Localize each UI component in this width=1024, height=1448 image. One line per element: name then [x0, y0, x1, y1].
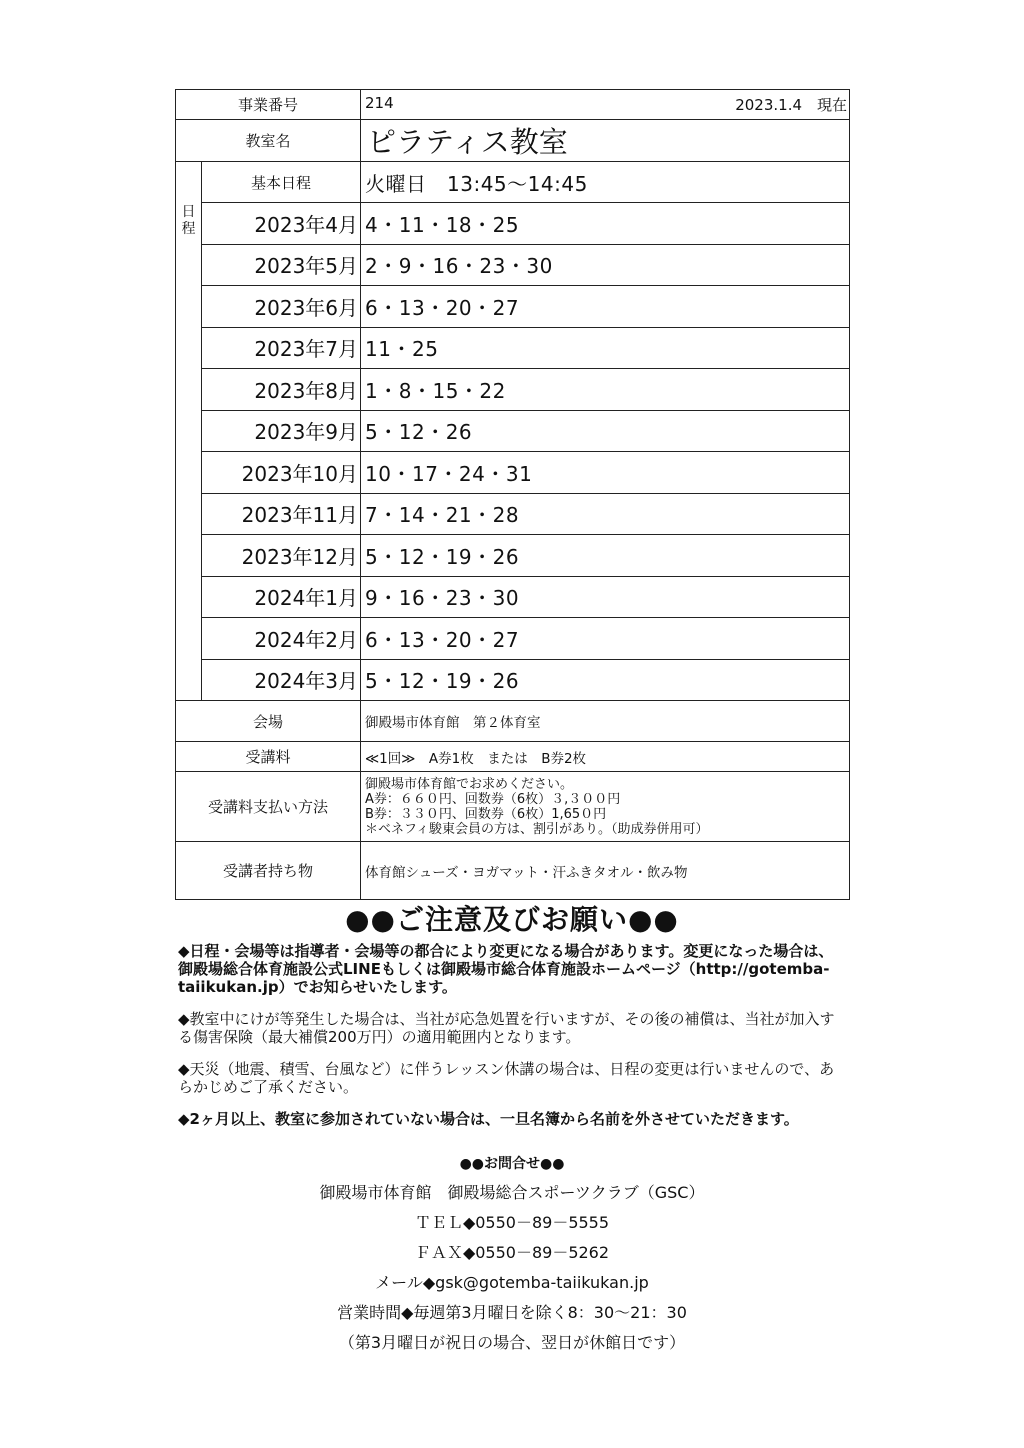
schedule-month: 2024年1月 [202, 576, 361, 618]
contact-note: （第3月曜日が祝日の場合、翌日が休館日です） [338, 1333, 686, 1352]
notice-item: ◆教室中にけが等発生した場合は、当社が応急処置を行いますが、その後の補償は、当社が加入する傷害保険（最大補償200万円）の適用範囲内となります。 [178, 1010, 835, 1046]
schedule-dates: 2・9・16・23・30 [361, 244, 850, 286]
venue-value: 御殿場市体育館 第２体育室 [361, 701, 850, 742]
business-number-label: 事業番号 [176, 90, 361, 120]
schedule-dates: 6・13・20・27 [361, 286, 850, 328]
schedule-dates: 5・12・19・26 [361, 535, 850, 577]
schedule-row [176, 244, 850, 286]
payment-row [176, 772, 850, 842]
schedule-month: 2023年5月 [202, 244, 361, 286]
schedule-month: 2024年3月 [202, 659, 361, 701]
schedule-dates: 5・12・19・26 [361, 659, 850, 701]
notice-item: ◆天災（地震、積雪、台風など）に伴うレッスン休講の場合は、日程の変更は行いませんので、あらかじめご了承ください。 [178, 1060, 835, 1096]
basic-schedule-label: 基本日程 [202, 162, 361, 203]
schedule-row [176, 576, 850, 618]
schedule-month: 2023年6月 [202, 286, 361, 328]
business-number-cell [361, 90, 850, 120]
belongings-label: 受講者持ち物 [176, 842, 361, 900]
schedule-row [176, 369, 850, 411]
schedule-month: 2023年11月 [202, 493, 361, 535]
fee-label: 受講料 [176, 742, 361, 772]
schedule-dates: 5・12・26 [361, 410, 850, 452]
schedule-dates: 1・8・15・22 [361, 369, 850, 411]
schedule-month: 2023年7月 [202, 327, 361, 369]
payment-line: 御殿場市体育館でお求めください。 [365, 776, 574, 792]
business-number: 214 [365, 94, 394, 112]
payment-line: B券：３３０円、回数券（6枚）1,65０円 [365, 806, 607, 822]
class-info-table [175, 89, 850, 900]
payment-line: A券：６６０円、回数券（6枚）３,３００円 [365, 791, 621, 807]
schedule-row [176, 410, 850, 452]
payment-details [361, 772, 850, 842]
basic-schedule-row [176, 162, 850, 203]
schedule-month: 2023年10月 [202, 452, 361, 494]
contact-title: ●●お問合せ●● [459, 1156, 565, 1172]
contact-fax: ＦＡＸ◆0550－89－5262 [414, 1243, 610, 1262]
schedule-dates: 6・13・20・27 [361, 618, 850, 660]
contact-section [175, 1150, 849, 1358]
contact-hours: 営業時間◆毎週第3月曜日を除く8：30～21：30 [337, 1303, 687, 1322]
fee-value: ≪1回≫ A券1枚 または B券2枚 [361, 742, 850, 772]
contact-mail: メール◆gsk@gotemba-taiikukan.jp [375, 1273, 649, 1292]
payment-label: 受講料支払い方法 [176, 772, 361, 842]
notice-list [178, 942, 846, 1142]
schedule-row [176, 452, 850, 494]
belongings-row [176, 842, 850, 900]
schedule-row [176, 286, 850, 328]
schedule-row [176, 327, 850, 369]
notice-title: ●●ご注意及びお願い●● [345, 903, 679, 936]
venue-row [176, 701, 850, 742]
class-name-label: 教室名 [176, 120, 361, 162]
basic-schedule-value: 火曜日 13:45～14:45 [361, 162, 850, 203]
contact-tel: ＴＥＬ◆0550－89－5555 [414, 1213, 610, 1232]
schedule-month: 2023年9月 [202, 410, 361, 452]
class-name: ピラティス教室 [361, 120, 850, 162]
business-number-row [176, 90, 850, 120]
schedule-row [176, 493, 850, 535]
contact-org: 御殿場市体育館 御殿場総合スポーツクラブ（GSC） [319, 1183, 705, 1202]
schedule-month: 2023年4月 [202, 203, 361, 245]
schedule-dates: 4・11・18・25 [361, 203, 850, 245]
schedule-month: 2023年12月 [202, 535, 361, 577]
schedule-dates: 11・25 [361, 327, 850, 369]
schedule-row [176, 659, 850, 701]
schedule-month: 2024年2月 [202, 618, 361, 660]
schedule-section-label: 日 程 [176, 162, 202, 701]
schedule-month: 2023年8月 [202, 369, 361, 411]
schedule-row [176, 535, 850, 577]
schedule-dates: 9・16・23・30 [361, 576, 850, 618]
schedule-dates: 7・14・21・28 [361, 493, 850, 535]
schedule-dates: 10・17・24・31 [361, 452, 850, 494]
belongings-value: 体育館シューズ・ヨガマット・汗ふきタオル・飲み物 [361, 842, 850, 900]
payment-line: ＊ベネフィ駿東会員の方は、割引があり。（助成券併用可） [365, 821, 709, 837]
schedule-row [176, 203, 850, 245]
notice-item: ◆2ヶ月以上、教室に参加されていない場合は、一旦名簿から名前を外させていただきます。 [178, 1110, 799, 1128]
notice-item: ◆日程・会場等は指導者・会場等の都合により変更になる場合があります。変更になった場合は、御殿場総合体育施設公式LINEもしくは御殿場市総合体育施設ホームページ（http://gotemba-taiikukan.jp）でお知らせいたします。 [178, 942, 834, 996]
schedule-row [176, 618, 850, 660]
fee-row [176, 742, 850, 772]
as-of-date: 2023.1.4 現在 [735, 96, 848, 114]
class-name-row [176, 120, 850, 162]
venue-label: 会場 [176, 701, 361, 742]
